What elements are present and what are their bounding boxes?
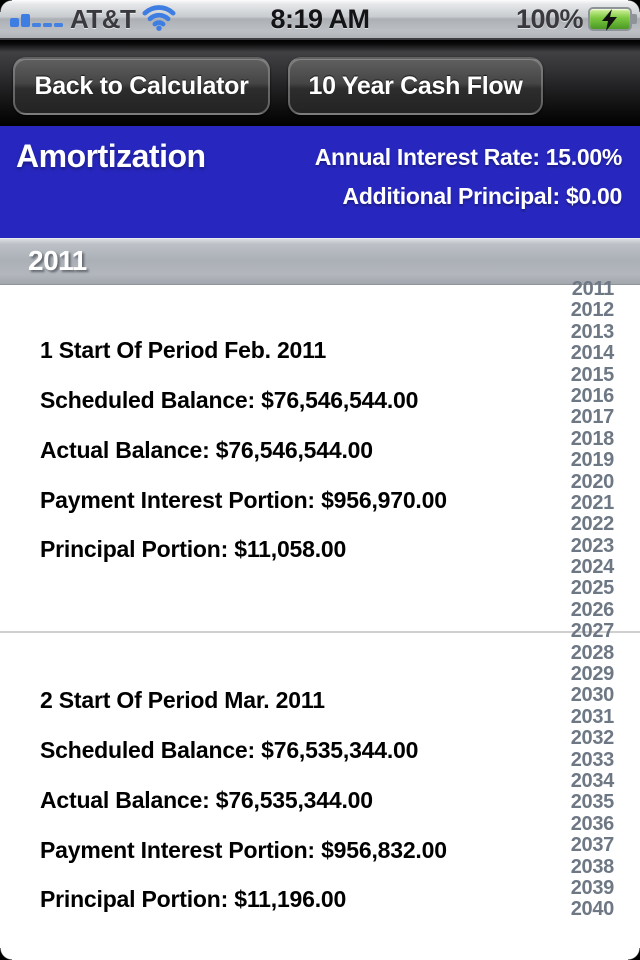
amortization-header (0, 126, 640, 238)
battery-charging-icon (588, 7, 632, 31)
year-index-item[interactable]: 2033 (570, 748, 614, 771)
entry-scheduled-balance: Scheduled Balance: $76,546,544.00 (40, 387, 419, 413)
year-index-item[interactable]: 2030 (570, 684, 614, 707)
entry-principal: Principal Portion: $11,196.00 (40, 886, 347, 912)
year-index-item[interactable]: 2026 (570, 598, 614, 621)
annual-interest-rate: Annual Interest Rate: 15.00% (314, 144, 622, 170)
year-index-item[interactable]: 2032 (570, 727, 614, 750)
year-index-item[interactable]: 2025 (570, 577, 614, 600)
year-index-item[interactable]: 2031 (570, 705, 614, 728)
year-index-item[interactable]: 2014 (570, 342, 614, 365)
year-index-item[interactable]: 2018 (570, 427, 614, 450)
header-details (315, 143, 622, 210)
amortization-list (0, 278, 640, 960)
year-index-item[interactable]: 2029 (570, 663, 614, 686)
clock: 8:19 AM (270, 4, 370, 34)
year-index-item[interactable]: 2040 (570, 898, 614, 921)
year-index-item[interactable]: 2015 (570, 363, 614, 386)
year-index-item[interactable]: 2017 (570, 406, 614, 429)
ten-year-cash-flow-button[interactable]: 10 Year Cash Flow (288, 57, 543, 115)
battery-percent: 100% (515, 3, 583, 34)
status-bar (0, 0, 640, 40)
year-index-item[interactable]: 2023 (570, 534, 614, 557)
year-index-item[interactable]: 2011 (571, 278, 614, 300)
year-index-item[interactable]: 2028 (570, 641, 614, 664)
year-index-item[interactable]: 2020 (570, 470, 614, 493)
year-index-item[interactable]: 2019 (570, 449, 614, 472)
additional-principal: Additional Principal: $0.00 (342, 183, 622, 209)
row-divider (0, 631, 640, 633)
year-index-item[interactable]: 2039 (570, 876, 614, 899)
year-index-item[interactable]: 2038 (570, 855, 614, 878)
status-bar-right (516, 0, 632, 38)
carrier-label: AT&T (70, 3, 136, 34)
year-index-item[interactable]: 2034 (570, 769, 614, 792)
year-index-item[interactable]: 2035 (570, 791, 614, 814)
section-header-year (0, 238, 640, 285)
year-index-item[interactable]: 2012 (570, 299, 614, 322)
year-index-item[interactable]: 2037 (570, 834, 614, 857)
entry-scheduled-balance: Scheduled Balance: $76,535,344.00 (40, 737, 419, 763)
page-title: Amortization (16, 138, 206, 174)
year-index-item[interactable]: 2022 (570, 513, 614, 536)
year-index (571, 279, 614, 921)
back-to-calculator-button[interactable]: Back to Calculator (13, 57, 270, 115)
year-index-item[interactable]: 2024 (570, 556, 614, 579)
year-index-item[interactable]: 2027 (570, 620, 614, 643)
year-index-item[interactable]: 2036 (570, 812, 614, 835)
entry-payment-interest: Payment Interest Portion: $956,832.00 (40, 837, 447, 863)
year-index-item[interactable]: 2016 (570, 384, 614, 407)
section-year-label: 2011 (28, 245, 87, 276)
year-index-item[interactable]: 2013 (570, 320, 614, 343)
entry-principal: Principal Portion: $11,058.00 (40, 536, 347, 562)
navigation-toolbar (0, 40, 640, 126)
year-index-item[interactable]: 2021 (570, 491, 614, 514)
entry-actual-balance: Actual Balance: $76,546,544.00 (40, 437, 373, 463)
entry-period: 1 Start Of Period Feb. 2011 (40, 337, 327, 363)
entry-period: 2 Start Of Period Mar. 2011 (40, 687, 325, 713)
entry-actual-balance: Actual Balance: $76,535,344.00 (40, 787, 373, 813)
entry-payment-interest: Payment Interest Portion: $956,970.00 (40, 487, 447, 513)
